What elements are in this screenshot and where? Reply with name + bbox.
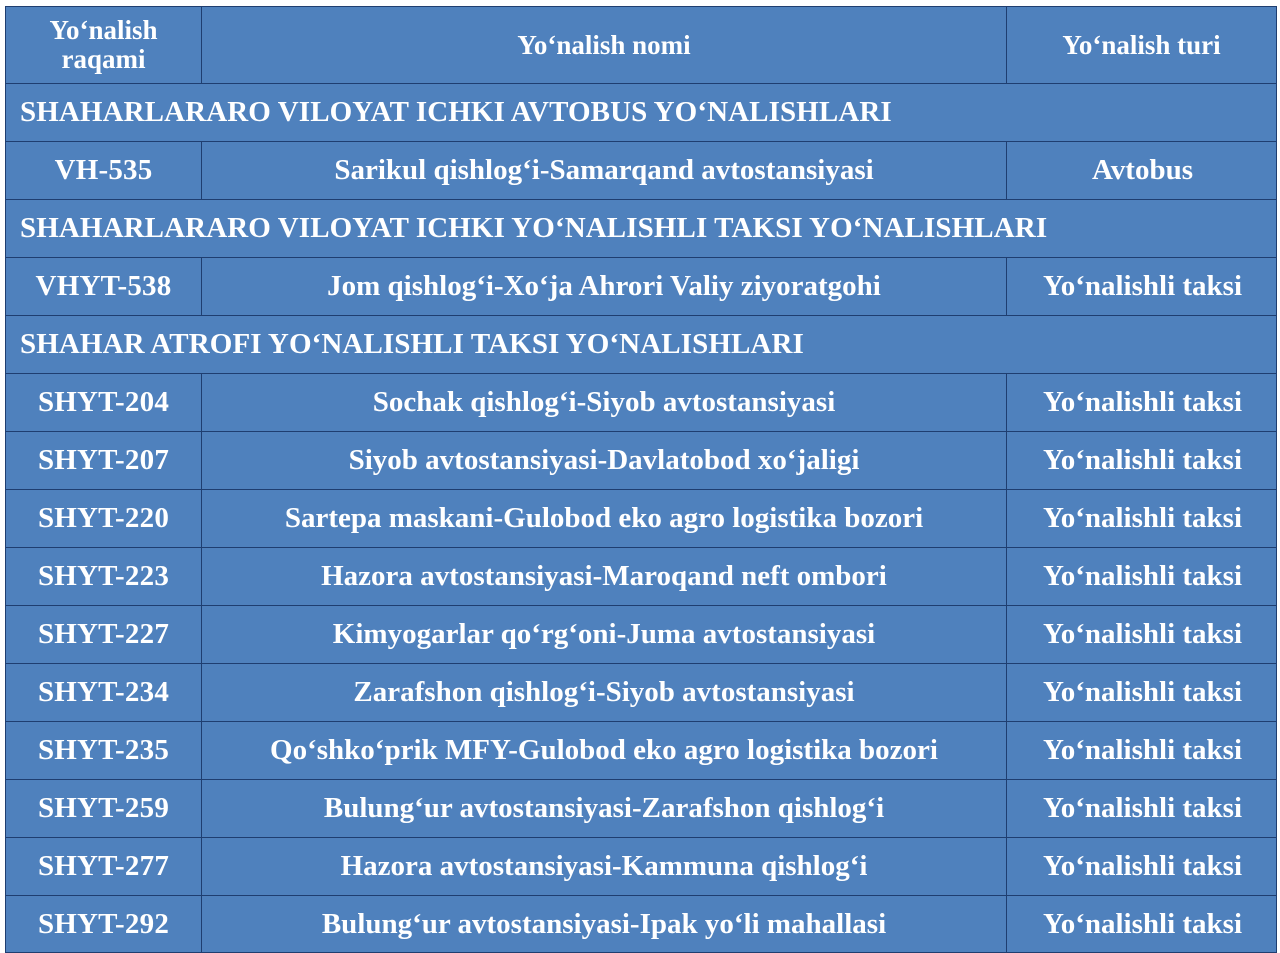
route-name-cell: Kimyogarlar qo‘rg‘oni-Juma avtostansiyasi [202,606,1007,664]
route-type-cell: Yo‘nalishli taksi [1007,548,1277,606]
route-code-cell: SHYT-204 [6,374,202,432]
table-row [6,606,1277,664]
route-name-cell: Sochak qishlog‘i-Siyob avtostansiyasi [202,374,1007,432]
route-type-cell: Yo‘nalishli taksi [1007,896,1277,953]
route-type-cell: Yo‘nalishli taksi [1007,432,1277,490]
table-row [6,896,1277,953]
route-code-cell: VH-535 [6,142,202,200]
routes-table-body [6,7,1277,953]
column-header-route-number-label: Yo‘nalish raqami [49,15,158,74]
table-row [6,780,1277,838]
section-title: SHAHARLARARO VILOYAT ICHKI AVTOBUS YO‘NALISHLARI [6,84,1277,142]
route-type-cell: Yo‘nalishli taksi [1007,374,1277,432]
section-title: SHAHARLARARO VILOYAT ICHKI YO‘NALISHLI TAKSI YO‘NALISHLARI [6,200,1277,258]
routes-table [5,6,1277,953]
route-name-cell: Zarafshon qishlog‘i-Siyob avtostansiyasi [202,664,1007,722]
table-row [6,664,1277,722]
route-type-cell: Avtobus [1007,142,1277,200]
route-type-cell: Yo‘nalishli taksi [1007,838,1277,896]
table-row [6,722,1277,780]
table-row [6,432,1277,490]
table-row [6,258,1277,316]
route-type-cell: Yo‘nalishli taksi [1007,722,1277,780]
route-name-cell: Bulung‘ur avtostansiyasi-Ipak yo‘li mahallasi [202,896,1007,953]
table-row [6,490,1277,548]
route-code-cell: VHYT-538 [6,258,202,316]
route-type-cell: Yo‘nalishli taksi [1007,780,1277,838]
section-header-row [6,200,1277,258]
route-code-cell: SHYT-235 [6,722,202,780]
route-type-cell: Yo‘nalishli taksi [1007,490,1277,548]
section-header-row [6,316,1277,374]
route-type-cell: Yo‘nalishli taksi [1007,606,1277,664]
route-type-cell: Yo‘nalishli taksi [1007,664,1277,722]
route-code-cell: SHYT-207 [6,432,202,490]
header-row [6,7,1277,84]
route-name-cell: Siyob avtostansiyasi-Davlatobod xo‘jaligi [202,432,1007,490]
route-code-cell: SHYT-223 [6,548,202,606]
route-name-cell: Sartepa maskani-Gulobod eko agro logistika bozori [202,490,1007,548]
route-code-cell: SHYT-277 [6,838,202,896]
route-name-cell: Hazora avtostansiyasi-Maroqand neft ombori [202,548,1007,606]
route-code-cell: SHYT-234 [6,664,202,722]
route-type-cell: Yo‘nalishli taksi [1007,258,1277,316]
route-code-cell: SHYT-259 [6,780,202,838]
column-header-route-name: Yo‘nalish nomi [202,7,1007,84]
section-header-row [6,84,1277,142]
table-row [6,548,1277,606]
section-title: SHAHAR ATROFI YO‘NALISHLI TAKSI YO‘NALISHLARI [6,316,1277,374]
table-row [6,142,1277,200]
route-code-cell: SHYT-292 [6,896,202,953]
route-name-cell: Jom qishlog‘i-Xo‘ja Ahrori Valiy ziyoratgohi [202,258,1007,316]
column-header-route-type: Yo‘nalish turi [1007,7,1277,84]
table-row [6,374,1277,432]
route-name-cell: Qo‘shko‘prik MFY-Gulobod eko agro logistika bozori [202,722,1007,780]
table-row [6,838,1277,896]
column-header-route-number [6,7,202,84]
route-name-cell: Sarikul qishlog‘i-Samarqand avtostansiyasi [202,142,1007,200]
route-code-cell: SHYT-227 [6,606,202,664]
route-code-cell: SHYT-220 [6,490,202,548]
route-name-cell: Hazora avtostansiyasi-Kammuna qishlog‘i [202,838,1007,896]
route-name-cell: Bulung‘ur avtostansiyasi-Zarafshon qishlog‘i [202,780,1007,838]
